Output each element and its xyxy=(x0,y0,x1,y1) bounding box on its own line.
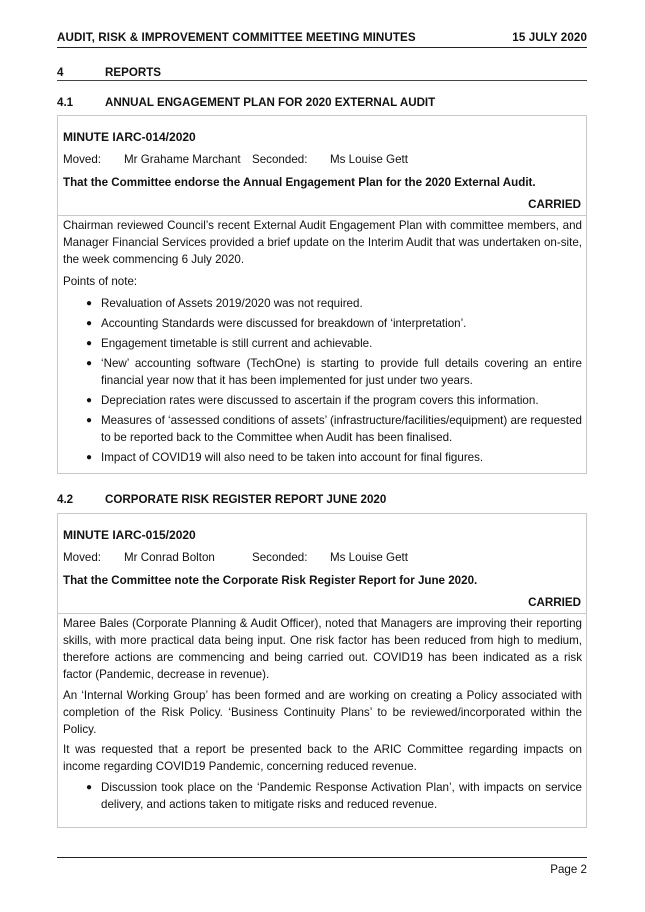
section-rule xyxy=(57,80,587,81)
item-number: 4.1 xyxy=(57,96,74,109)
divider xyxy=(58,215,586,216)
minute-box xyxy=(57,513,587,828)
resolution: That the Committee note the Corporate Risk Register Report for June 2020. xyxy=(63,574,478,587)
page-number: Page 2 xyxy=(550,863,587,876)
list-item xyxy=(63,355,582,389)
page-header xyxy=(57,31,587,44)
moved-by: Mr Grahame Marchant xyxy=(124,153,241,166)
list-item xyxy=(63,412,582,446)
bullet-icon: ● xyxy=(86,338,93,349)
item-number: 4.2 xyxy=(57,493,74,506)
list-item xyxy=(63,335,582,352)
list-item-text: Depreciation rates were discussed to ascertain if the program covers this information. xyxy=(101,394,539,407)
list-item xyxy=(63,392,582,409)
resolution: That the Committee endorse the Annual Engagement Plan for the 2020 External Audit. xyxy=(63,176,536,189)
bullet-icon: ● xyxy=(86,782,93,793)
list-item-text: Accounting Standards were discussed for breakdown of ‘interpretation’. xyxy=(101,317,467,330)
section-heading xyxy=(57,66,587,79)
minute-number: MINUTE IARC-014/2020 xyxy=(63,130,196,144)
bullet-icon: ● xyxy=(86,452,93,463)
divider xyxy=(58,613,586,614)
motion-result: CARRIED xyxy=(528,198,581,211)
motion-result: CARRIED xyxy=(528,596,581,609)
list-item-text: Discussion took place on the ‘Pandemic Response Activation Plan’, with impacts on service delivery, and actions taken to mitigate risks and reduced revenue. xyxy=(101,781,582,811)
item-heading xyxy=(57,493,587,506)
list-item-text: Impact of COVID19 will also need to be taken into account for final figures. xyxy=(101,451,484,464)
bullet-icon: ● xyxy=(86,358,93,369)
moved-label: Moved: xyxy=(63,551,102,564)
minute-number: MINUTE IARC-015/2020 xyxy=(63,528,196,542)
item-title: ANNUAL ENGAGEMENT PLAN FOR 2020 EXTERNAL AUDIT xyxy=(105,96,436,109)
list-item-text: ‘New’ accounting software (TechOne) is starting to provide full details covering an entire financial year now that it has been implemented for just under two years. xyxy=(101,357,582,387)
footer-rule xyxy=(57,857,587,858)
discussion-paragraph: Chairman reviewed Council’s recent External Audit Engagement Plan with committee members, and Manager Financial Services provided a brief update on the Interim Audit that was undertaken on-site, the week commencing 6 July 2020. xyxy=(63,219,582,266)
list-item-text: Revaluation of Assets 2019/2020 was not required. xyxy=(101,297,363,310)
section-title: REPORTS xyxy=(105,66,162,79)
list-item-text: Measures of ‘assessed conditions of assets’ (infrastructure/facilities/equipment) are requested to be reported back to the Committee when Audit has been finalised. xyxy=(101,414,582,444)
list-item xyxy=(63,295,582,312)
bullet-icon: ● xyxy=(86,298,93,309)
discussion-paragraph: It was requested that a report be presented back to the ARIC Committee regarding impacts on income regarding COVID19 Pandemic, concerning reduced revenue. xyxy=(63,743,582,773)
item-title: CORPORATE RISK REGISTER REPORT JUNE 2020 xyxy=(105,493,387,506)
moved-label: Moved: xyxy=(63,153,102,166)
seconded-label: Seconded: xyxy=(252,551,308,564)
item-heading xyxy=(57,96,587,109)
bullet-icon: ● xyxy=(86,415,93,426)
bullet-list xyxy=(63,295,582,469)
moved-by: Mr Conrad Bolton xyxy=(124,551,215,564)
points-label: Points of note: xyxy=(63,275,138,288)
list-item xyxy=(63,315,582,332)
discussion-paragraph: Maree Bales (Corporate Planning & Audit Officer), noted that Managers are improving their reporting skills, with more practical data being input. One risk factor has been reduced from high to medium, therefore actions are commencing and being carried out. COVID19 has been indicated as a risk factor (Pandemic, decrease in revenue). xyxy=(63,617,582,681)
seconded-label: Seconded: xyxy=(252,153,308,166)
seconded-by: Ms Louise Gett xyxy=(330,551,408,564)
bullet-icon: ● xyxy=(86,318,93,329)
discussion-paragraph: An ‘Internal Working Group’ has been formed and are working on creating a Policy associated with completion of the Risk Policy. ‘Business Continuity Plans’ to be reviewed/incorporated within the Policy. xyxy=(63,689,582,736)
list-item-text: Engagement timetable is still current and achievable. xyxy=(101,337,373,350)
bullet-list xyxy=(63,779,582,816)
section-number: 4 xyxy=(57,66,64,79)
header-title: AUDIT, RISK & IMPROVEMENT COMMITTEE MEETING MINUTES xyxy=(57,31,416,44)
minute-box xyxy=(57,115,587,474)
header-date: 15 JULY 2020 xyxy=(512,31,587,44)
header-rule xyxy=(57,47,587,48)
list-item xyxy=(63,449,582,466)
seconded-by: Ms Louise Gett xyxy=(330,153,408,166)
list-item xyxy=(63,779,582,813)
bullet-icon: ● xyxy=(86,395,93,406)
